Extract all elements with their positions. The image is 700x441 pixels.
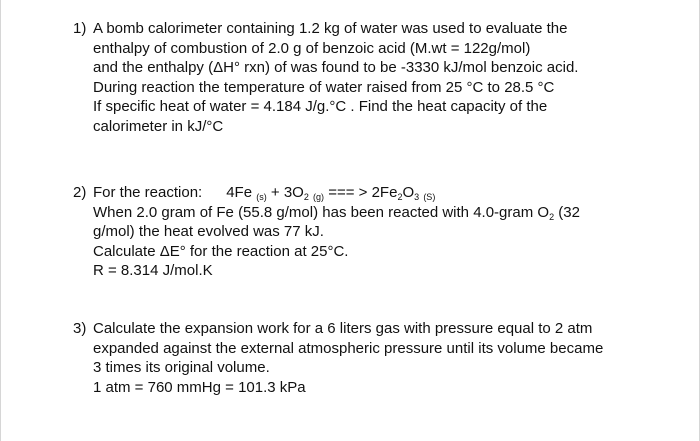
question-3-line-1: [73, 319, 683, 339]
question-number: 2): [73, 184, 87, 201]
question-2-line-2: When 2.0 gram of Fe (55.8 g/mol) has been reacted with 4.0-gram $O_2$ (32: [93, 203, 580, 222]
question-number: 3): [73, 320, 87, 337]
question-3: [73, 319, 683, 397]
reaction-equation: 4Fe $_{(s)} + 3O_2$ $_{(g)}$ === > $2Fe_2O_3$ $_{(S)}$: [226, 184, 436, 202]
question-2-line-5: R = 8.314 J/mol.K: [93, 262, 213, 280]
question-2-line-4: Calculate ΔE° for the reaction at 25°C.: [93, 242, 349, 260]
question-2: [73, 183, 683, 281]
question-text: A bomb calorimeter containing 1.2 kg of water was used to evaluate the: [93, 20, 568, 37]
question-number: 1): [73, 20, 87, 37]
question-1-line-5: If specific heat of water = 4.184 J/g.°C . Find the heat capacity of the: [93, 98, 548, 116]
question-1: [73, 19, 683, 137]
question-1-line-6: calorimeter in kJ/°C: [93, 117, 224, 135]
question-3-line-3: 3 times its original volume.: [93, 359, 270, 377]
question-2-line-3: g/mol) the heat evolved was 77 kJ.: [93, 223, 324, 241]
question-1-line-4: During reaction the temperature of water raised from 25 °C to 28.5 °C: [93, 78, 555, 96]
question-text: Calculate the expansion work for a 6 liters gas with pressure equal to 2 atm: [93, 320, 593, 337]
reaction-intro: For the reaction:: [93, 184, 203, 201]
question-3-line-2: expanded against the external atmospheric pressure until its volume became: [93, 339, 604, 357]
question-2-reaction-line: [73, 183, 683, 203]
question-1-line-3: and the enthalpy (ΔH° rxn) of was found to be -3330 kJ/mol benzoic acid.: [93, 59, 579, 77]
question-3-line-4: 1 atm = 760 mmHg = 101.3 kPa: [93, 378, 306, 396]
question-1-line-2: enthalpy of combustion of 2.0 g of benzoic acid (M.wt = 122g/mol): [93, 39, 531, 57]
question-1-line-1: [73, 19, 683, 39]
